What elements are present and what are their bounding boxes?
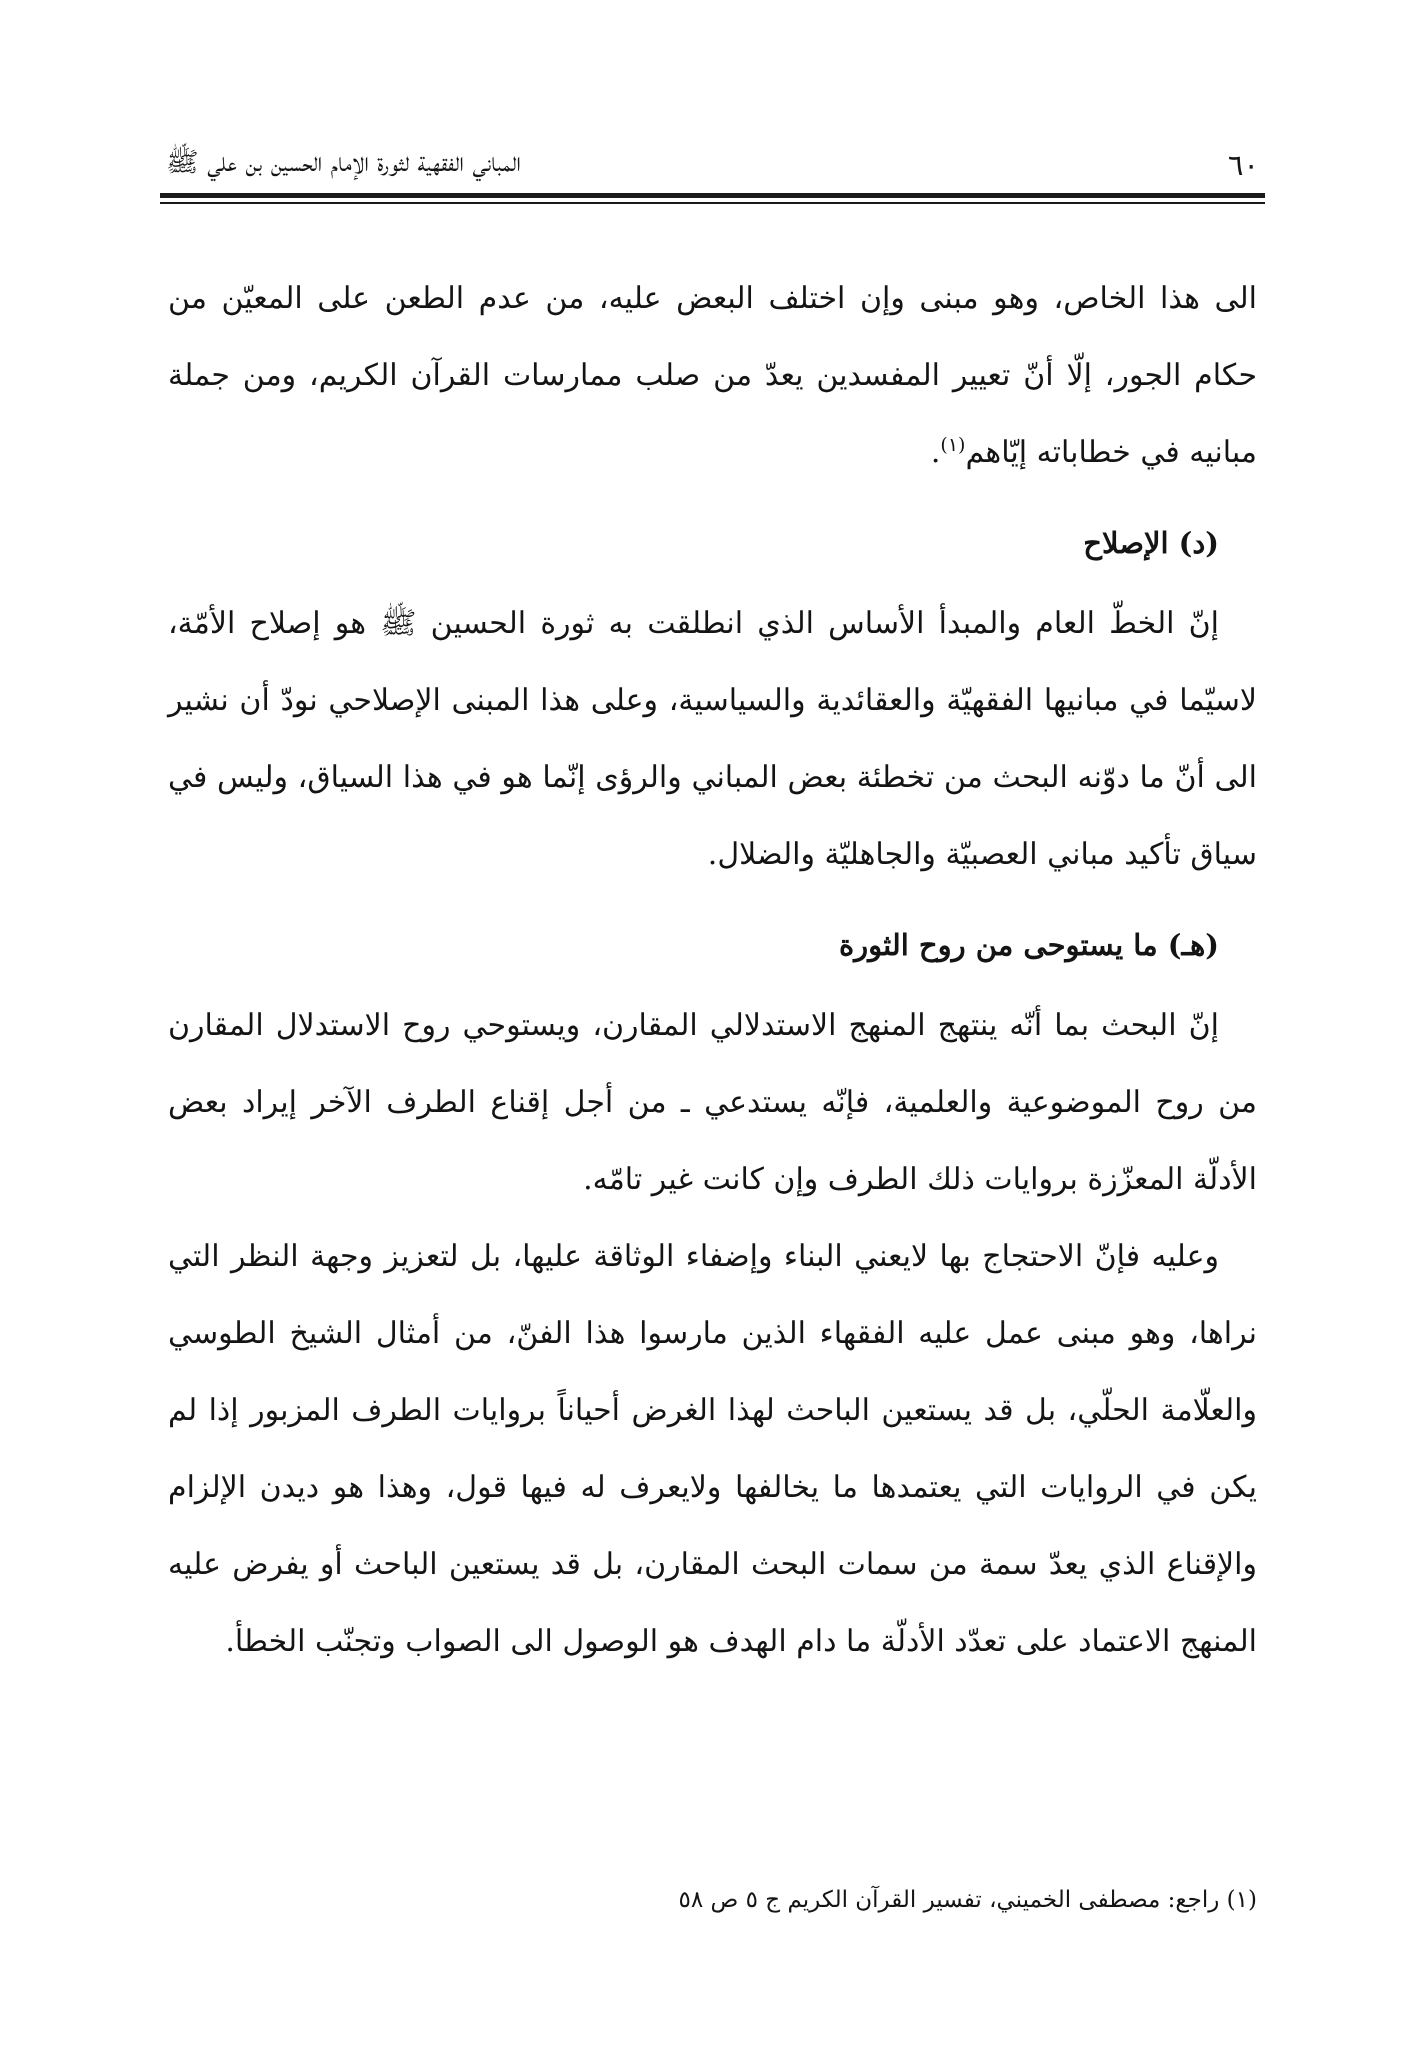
- header-rule-thin: [160, 202, 1265, 204]
- paragraph-method: إنّ البحث بما أنّه ينتهج المنهج الاستدلالي المقارن، ويستوحي روح الاستدلال المقارن من روح الموضوعية والعلمية، فإنّه يستدعي ـ من أجل إقناع الطرف الآخر إيراد بعض الأدلّة المعزّزة بروايات ذلك الطرف وإن كانت غير تامّه.: [168, 1008, 1257, 1197]
- footnote: (١) راجع: مصطفى الخميني، تفسير القرآن الكريم ج ٥ ص ٥٨: [678, 1887, 1257, 1913]
- footnote-reference[interactable]: (١): [940, 434, 966, 456]
- page-number: ٦٠: [1227, 148, 1259, 182]
- paragraph-islah: إنّ الخطّ العام والمبدأ الأساس الذي انطلقت به ثورة الحسين ﷺ هو إصلاح الأمّة، لاسيّما في مبانيها الفقهيّة والعقائدية والسياسية، وعلى هذا المبنى الإصلاحي نودّ أن نشير الى أنّ ما دوّنه البحث من تخطئة بعض المباني والرؤى إنّما هو في هذا السياق، وليس في سياق تأكيد مباني العصبيّة والجاهليّة والضلال.: [168, 606, 1257, 872]
- section-heading-islah: (د) الإصلاح: [1083, 526, 1219, 560]
- section-heading-revolution-spirit: (هـ) ما يستوحى من روح الثورة: [838, 928, 1219, 962]
- paragraph-text: الى هذا الخاص، وهو مبنى وإن اختلف البعض عليه، من عدم الطعن على المعيّن من حكام الجور، إلّا أنّ تعيير المفسدين يعدّ من صلب ممارسات القرآن الكريم، ومن جملة مبانيه في خطاباته إيّاهم: [168, 281, 1257, 470]
- running-header: [166, 140, 1259, 190]
- paragraph-argumentation: وعليه فإنّ الاحتجاج بها لايعني البناء وإضفاء الوثاقة عليها، بل لتعزيز وجهة النظر التي نراها، وهو مبنى عمل عليه الفقهاء الذين مارسوا هذا الفنّ، من أمثال الشيخ الطوسي والعلّامة الحلّي، بل قد يستعين الباحث لهذا الغرض أحياناً بروايات الطرف المزبور إذا لم يكن في الروايات التي يعتمدها ما يخالفها ولايعرف له فيها قول، وهذا هو ديدن الإلزام والإقناع الذي يعدّ سمة من سمات البحث المقارن، بل قد يستعين الباحث أو يفرض عليه المنهج الاعتماد على تعدّد الأدلّة ما دام الهدف هو الوصول الى الصواب وتجنّب الخطأ.: [168, 1239, 1257, 1659]
- body-text: [168, 260, 1257, 1680]
- header-rule-thick: [160, 193, 1265, 198]
- running-header-title: المباني الفقهية لثورة الإمام الحسين بن علي ﷺ: [166, 147, 521, 178]
- paragraph-continuation: [168, 260, 1257, 491]
- sentence-end: .: [930, 435, 941, 470]
